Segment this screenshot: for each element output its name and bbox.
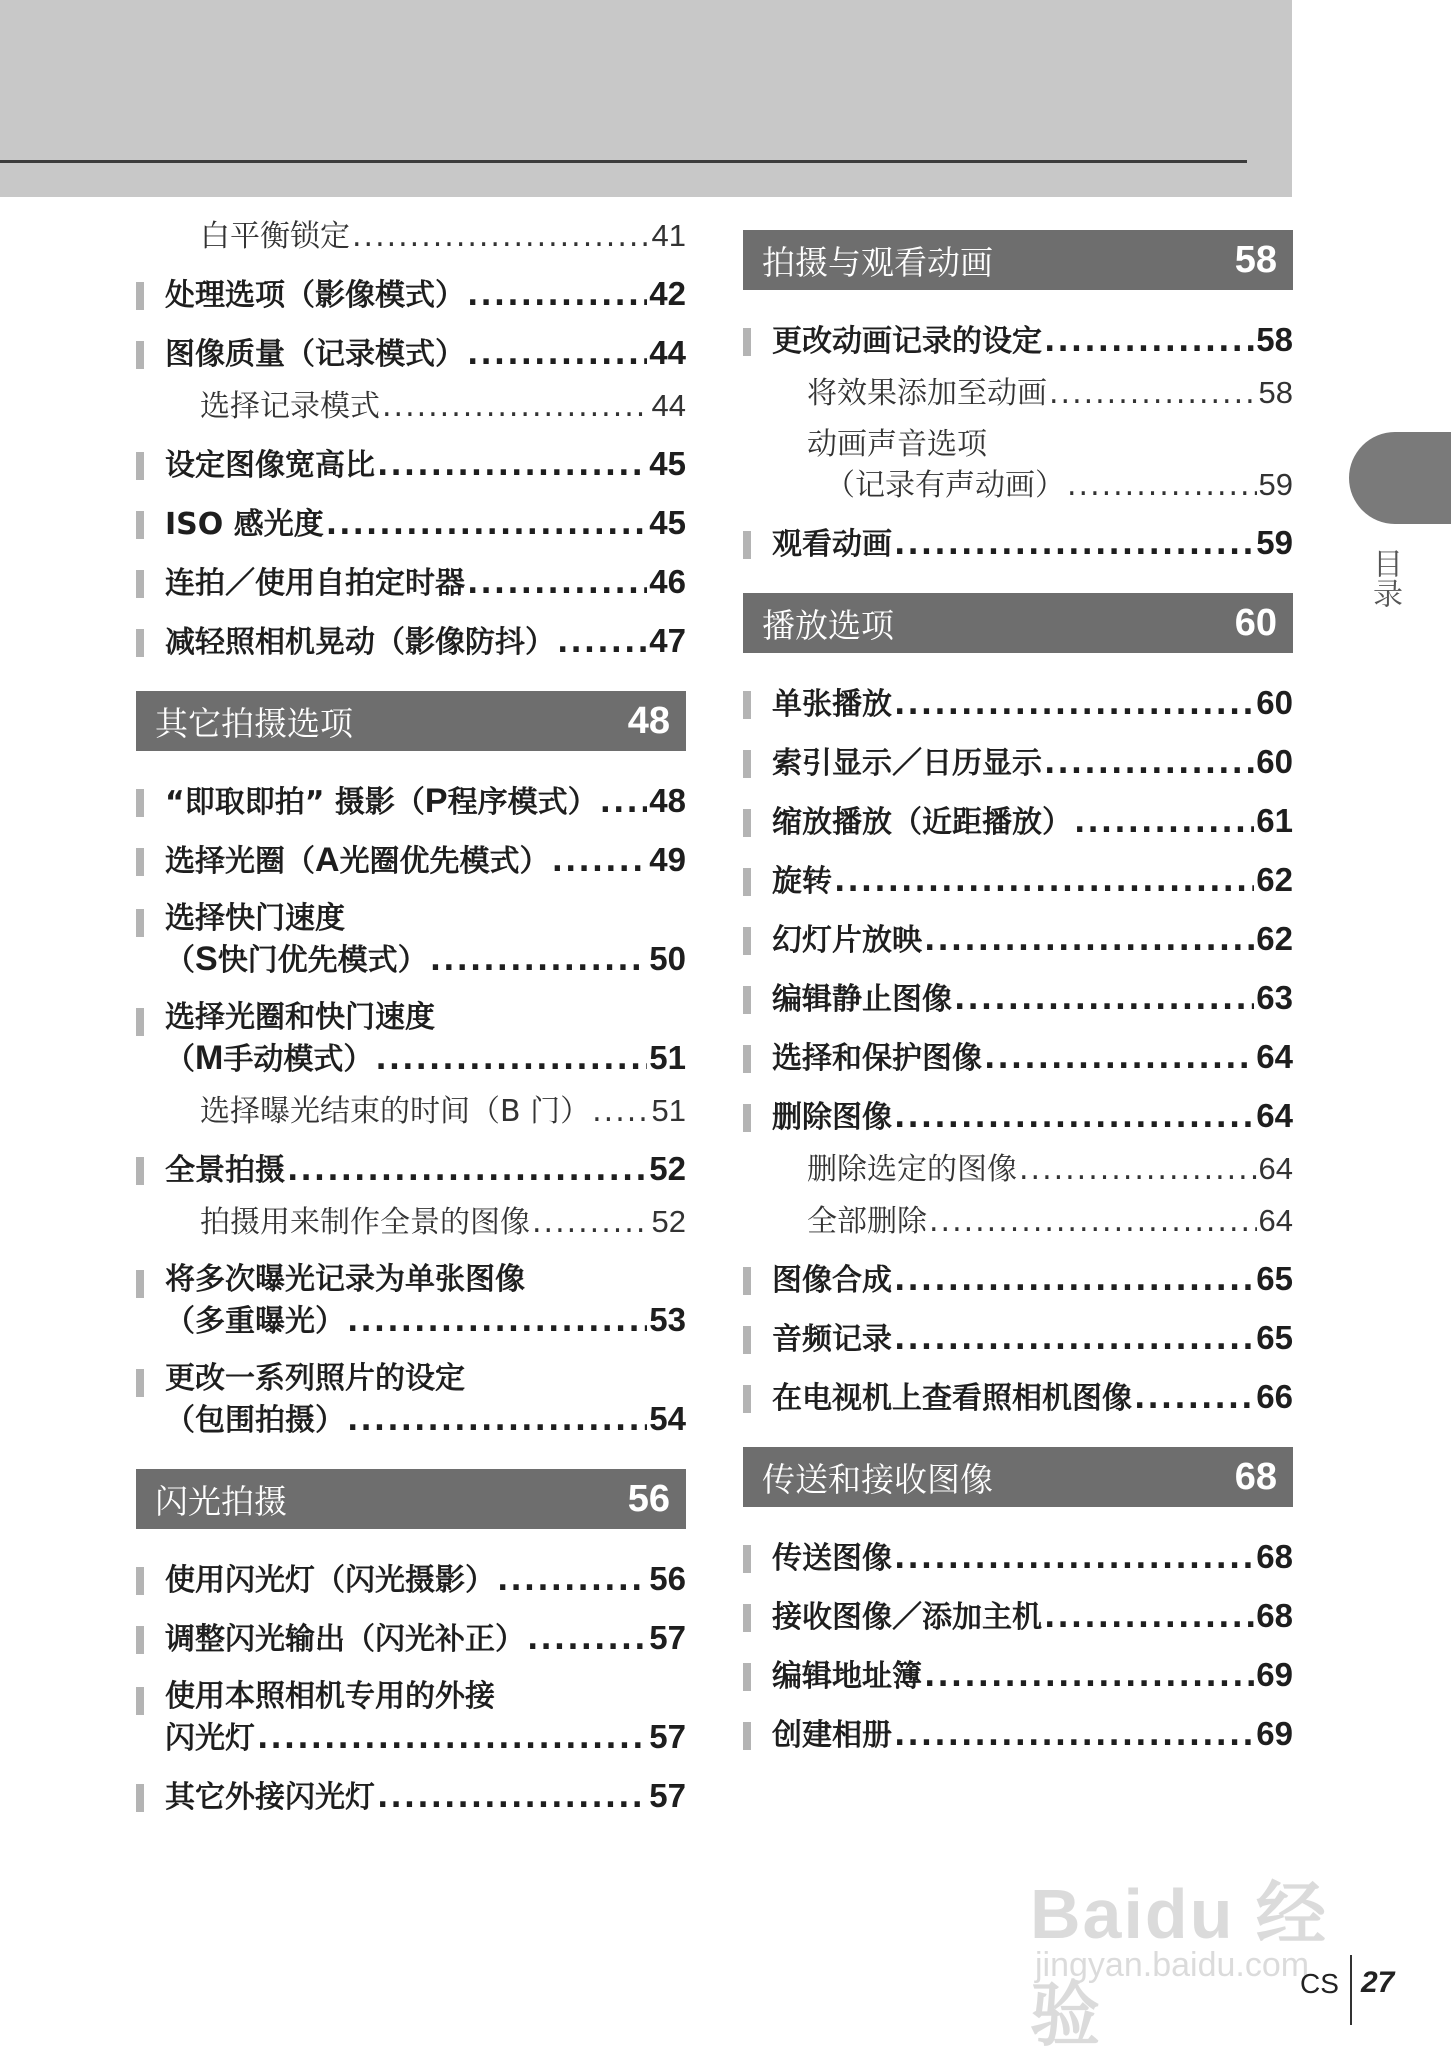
- entry-page: 44: [649, 334, 686, 371]
- leader-dots: [347, 1302, 647, 1342]
- leader-dots: [984, 1039, 1254, 1079]
- entry-text: 旋转: [772, 864, 832, 899]
- entry-text: 缩放播放（近距播放）: [772, 805, 1072, 840]
- entry-page: 54: [649, 1400, 686, 1437]
- leader-dots: [326, 505, 648, 545]
- toc-entry[interactable]: [743, 683, 1293, 725]
- toc-entry-other-flash[interactable]: [136, 1776, 686, 1818]
- entry-text: 单张播放: [772, 687, 892, 722]
- entry-text: 设定图像宽高比: [165, 448, 375, 483]
- entry-page: 57: [649, 1619, 686, 1656]
- toc-entry-external-flash[interactable]: [136, 1677, 686, 1759]
- entry-page: 64: [1256, 1038, 1293, 1075]
- entry-page: 61: [1256, 802, 1293, 839]
- toc-list-movie: [743, 320, 1293, 414]
- entry-page: 57: [649, 1718, 686, 1755]
- entry-text: 索引显示／日历显示: [772, 746, 1042, 781]
- entry-text: 编辑地址簿: [772, 1659, 922, 1694]
- toc-entry[interactable]: [136, 503, 686, 545]
- toc-entry-ptp[interactable]: [136, 781, 686, 823]
- entry-text: 连拍／使用自拍定时器: [165, 566, 465, 601]
- entry-page: 57: [649, 1777, 686, 1814]
- entry-text: 接收图像／添加主机: [772, 1600, 1042, 1635]
- toc-entry-multiple-exposure[interactable]: [136, 1260, 686, 1342]
- leader-dots: [377, 446, 647, 486]
- section-header-movie[interactable]: [743, 230, 1293, 290]
- entry-text: 删除选定的图像: [807, 1152, 1017, 1187]
- leader-dots: [894, 1098, 1254, 1138]
- entry-text-line1: 将多次曝光记录为单张图像: [165, 1262, 525, 1297]
- toc-entry-bracketing[interactable]: [136, 1359, 686, 1441]
- section-header-playback[interactable]: [743, 593, 1293, 653]
- entry-page: 69: [1256, 1656, 1293, 1693]
- entry-text: 选择记录模式: [200, 389, 380, 424]
- entry-page: 63: [1256, 979, 1293, 1016]
- leader-dots: [894, 525, 1254, 565]
- page-number: 27: [1361, 1966, 1395, 1999]
- leader-dots: [954, 980, 1254, 1020]
- entry-text: 幻灯片放映: [772, 923, 922, 958]
- leader-dots: [600, 783, 648, 823]
- leader-dots: [377, 1778, 647, 1818]
- toc-entry[interactable]: [743, 373, 1293, 414]
- language-code: CS: [1300, 1968, 1339, 1999]
- toc-entry[interactable]: [743, 1318, 1293, 1360]
- entry-text-line1: 使用本照相机专用的外接: [165, 1679, 495, 1714]
- leader-dots: [924, 921, 1254, 961]
- section-title: 拍摄与观看动画: [762, 242, 993, 282]
- section-title: 传送和接收图像: [762, 1459, 993, 1499]
- watermark-text: Baidu 经验: [1030, 1875, 1328, 2054]
- toc-entry[interactable]: [743, 1714, 1293, 1756]
- leader-dots: [527, 1620, 647, 1660]
- toc-entry[interactable]: [743, 919, 1293, 961]
- toc-entry-manual[interactable]: 选择光圈和快门速度 （M手动模式） ..... 51: [136, 998, 686, 1080]
- toc-entry[interactable]: [743, 320, 1293, 362]
- entry-text: 传送图像: [772, 1541, 892, 1576]
- leader-dots: [1019, 1150, 1257, 1190]
- entry-page: 48: [649, 782, 686, 819]
- header-rule: [0, 160, 1247, 163]
- section-header-transfer[interactable]: [743, 1447, 1293, 1507]
- entry-page: 66: [1256, 1378, 1293, 1415]
- entry-page: 52: [649, 1150, 686, 1187]
- leader-dots: [352, 217, 650, 257]
- entry-text-pre: 选择光圈（: [165, 844, 315, 879]
- toc-entry[interactable]: [743, 1201, 1293, 1242]
- leader-dots: [497, 1561, 647, 1601]
- entry-page: 46: [649, 563, 686, 600]
- leader-dots: [924, 1657, 1254, 1697]
- entry-page: 45: [649, 504, 686, 541]
- leader-dots: [257, 1719, 647, 1759]
- chapter-tab-label: 目录: [1367, 548, 1402, 608]
- section-title: 其它拍摄选项: [155, 703, 353, 743]
- toc-entry[interactable]: [743, 1377, 1293, 1419]
- entry-text: 编辑静止图像: [772, 982, 952, 1017]
- leader-dots: [1044, 1598, 1254, 1638]
- toc-entry[interactable]: [136, 1618, 686, 1660]
- section-page: 60: [1234, 601, 1277, 644]
- toc-list-playback: [743, 683, 1293, 1419]
- entry-text: 图像质量（记录模式）: [165, 337, 465, 372]
- entry-text-line1: 更改一系列照片的设定: [165, 1361, 465, 1396]
- entry-text-line2: （包围拍摄）: [165, 1403, 345, 1438]
- section-header-flash[interactable]: [136, 1469, 686, 1529]
- leader-dots: [1044, 744, 1254, 784]
- entry-page: 65: [1256, 1319, 1293, 1356]
- entry-text: 选择和保护图像: [772, 1041, 982, 1076]
- entry-text: ISO 感光度: [165, 507, 324, 542]
- entry-text-line2: （多重曝光）: [165, 1304, 345, 1339]
- entry-text: 减轻照相机晃动（影像防抖）: [165, 625, 555, 660]
- entry-page: 52: [651, 1204, 686, 1239]
- toc-entry[interactable]: [136, 386, 686, 427]
- toc-entry[interactable]: [743, 1655, 1293, 1697]
- section-title: 闪光拍摄: [155, 1481, 287, 1521]
- toc-entry[interactable]: [136, 444, 686, 486]
- entry-page: 53: [649, 1301, 686, 1338]
- footer-divider: [1350, 1955, 1352, 2025]
- entry-page: 58: [1256, 321, 1293, 358]
- toc-list-transfer: [743, 1537, 1293, 1756]
- entry-page: 58: [1258, 375, 1293, 410]
- leader-dots: [1134, 1379, 1254, 1419]
- watermark-url: jingyan.baidu.com: [1035, 1946, 1310, 1984]
- leader-dots: [347, 1401, 647, 1441]
- leader-dots: [557, 623, 647, 663]
- entry-page: 69: [1256, 1715, 1293, 1752]
- toc-entry[interactable]: [743, 801, 1293, 843]
- entry-page: 49: [649, 841, 686, 878]
- entry-text: 音频记录: [772, 1322, 892, 1357]
- entry-page: 42: [649, 275, 686, 312]
- toc-entry-shutter[interactable]: 选择快门速度 （S快门优先模式） ..... 50: [136, 899, 686, 981]
- leader-dots: [430, 941, 648, 981]
- toc-right-column: [743, 222, 1293, 1773]
- entry-page: 44: [651, 388, 686, 423]
- entry-text: 拍摄用来制作全景的图像: [200, 1205, 530, 1240]
- leader-dots: [592, 1092, 649, 1132]
- entry-page: 60: [1256, 743, 1293, 780]
- entry-text: 更改动画记录的设定: [772, 324, 1042, 359]
- entry-page: 68: [1256, 1538, 1293, 1575]
- leader-dots: [894, 1716, 1254, 1756]
- toc-entry[interactable]: [743, 860, 1293, 902]
- mode-letter-s: S: [195, 940, 218, 978]
- toc-entry[interactable]: [136, 1091, 686, 1132]
- entry-text: 处理选项（影像模式）: [165, 278, 465, 313]
- toc-entry[interactable]: [136, 1202, 686, 1243]
- entry-page: 41: [651, 218, 686, 253]
- entry-page: 60: [1256, 684, 1293, 721]
- leader-dots: [894, 1320, 1254, 1360]
- entry-text: 图像合成: [772, 1263, 892, 1298]
- entry-text: 使用闪光灯（闪光摄影）: [165, 1563, 495, 1598]
- leader-dots: [375, 1040, 647, 1080]
- leader-dots: [894, 685, 1254, 725]
- entry-page: 45: [649, 445, 686, 482]
- entry-page: 65: [1256, 1260, 1293, 1297]
- entry-page: 51: [651, 1093, 686, 1128]
- toc-entry[interactable]: [136, 1149, 686, 1191]
- toc-entry[interactable]: [743, 1096, 1293, 1138]
- toc-entry[interactable]: [743, 1596, 1293, 1638]
- entry-text-line2: （记录有声动画）: [825, 468, 1065, 503]
- entry-page: 64: [1258, 1203, 1293, 1238]
- toc-list-left: [136, 216, 686, 663]
- entry-page: 68: [1256, 1597, 1293, 1634]
- leader-dots: [929, 1202, 1257, 1242]
- entry-text: 选择曝光结束的时间（B 门）: [200, 1094, 591, 1129]
- entry-page: 62: [1256, 861, 1293, 898]
- leader-dots: [1067, 466, 1257, 506]
- toc-left-column: [136, 218, 686, 1835]
- entry-text: 创建相册: [772, 1718, 892, 1753]
- entry-text-line1: 选择快门速度: [165, 901, 345, 936]
- entry-text: 白平衡锁定: [200, 219, 350, 254]
- entry-text: 在电视机上查看照相机图像: [772, 1381, 1132, 1416]
- toc-entry[interactable]: [743, 742, 1293, 784]
- toc-entry[interactable]: [136, 562, 686, 604]
- mode-letter-m: M: [195, 1039, 224, 1077]
- entry-text: 删除图像: [772, 1100, 892, 1135]
- entry-text: 观看动画: [772, 527, 892, 562]
- leader-dots: [467, 335, 647, 375]
- toc-entry[interactable]: [743, 1537, 1293, 1579]
- toc-entry[interactable]: [743, 1149, 1293, 1190]
- toc-entry[interactable]: [743, 1259, 1293, 1301]
- entry-text: 全部删除: [807, 1204, 927, 1239]
- leader-dots: [1074, 803, 1254, 843]
- toc-entry[interactable]: [743, 978, 1293, 1020]
- leader-dots: [1044, 322, 1254, 362]
- entry-page: 59: [1256, 524, 1293, 561]
- toc-entry[interactable]: [743, 1037, 1293, 1079]
- entry-text-line1: 动画声音选项: [807, 427, 987, 462]
- section-page: 48: [627, 699, 670, 742]
- leader-dots: [552, 842, 648, 882]
- header-band: [0, 0, 1292, 197]
- toc-entry[interactable]: [136, 621, 686, 663]
- section-title: 播放选项: [762, 605, 894, 645]
- entry-text: 其它外接闪光灯: [165, 1780, 375, 1815]
- leader-dots: [382, 387, 650, 427]
- section-header-other-shooting[interactable]: [136, 691, 686, 751]
- leader-dots: [1049, 374, 1257, 414]
- leader-dots: [894, 1261, 1254, 1301]
- toc-entry[interactable]: [136, 274, 686, 316]
- mode-letter-p: P: [424, 782, 448, 820]
- entry-text: 调整闪光输出（闪光补正）: [165, 1622, 525, 1657]
- toc-entry[interactable]: [136, 333, 686, 375]
- entry-page: 59: [1258, 467, 1293, 502]
- toc-list-flash: [136, 1559, 686, 1660]
- leader-dots: [532, 1203, 650, 1243]
- leader-dots: [834, 862, 1254, 902]
- section-page: 58: [1234, 238, 1277, 281]
- leader-dots: [467, 276, 647, 316]
- entry-text-pre: “即取即拍” 摄影（: [165, 785, 425, 820]
- entry-text-post: 光圈优先模式）: [339, 844, 550, 879]
- entry-text-line1: 选择光圈和快门速度: [165, 1000, 435, 1035]
- section-page: 68: [1234, 1455, 1277, 1498]
- entry-page: 56: [649, 1560, 686, 1597]
- entry-text-line2: 闪光灯: [165, 1721, 255, 1756]
- entry-page: 50: [649, 940, 686, 977]
- toc-entry-view-movie[interactable]: [743, 523, 1293, 565]
- leader-dots: [287, 1151, 647, 1191]
- leader-dots: [467, 564, 647, 604]
- entry-page: 47: [649, 622, 686, 659]
- toc-entry[interactable]: [136, 1559, 686, 1601]
- entry-page: 51: [649, 1039, 686, 1076]
- leader-dots: [894, 1539, 1254, 1579]
- toc-entry-movie-sound[interactable]: [743, 425, 1293, 506]
- entry-text: 全景拍摄: [165, 1153, 285, 1188]
- mode-letter-a: A: [315, 841, 340, 879]
- toc-entry[interactable]: [136, 216, 686, 257]
- entry-text-post: 程序模式）: [447, 785, 598, 820]
- entry-page: 64: [1256, 1097, 1293, 1134]
- entry-text: 将效果添加至动画: [807, 376, 1047, 411]
- entry-page: 64: [1258, 1151, 1293, 1186]
- toc-list-after-manual: [136, 1091, 686, 1243]
- section-page: 56: [627, 1477, 670, 1520]
- chapter-tab[interactable]: [1349, 432, 1451, 524]
- entry-page: 62: [1256, 920, 1293, 957]
- toc-entry-aperture[interactable]: [136, 840, 686, 882]
